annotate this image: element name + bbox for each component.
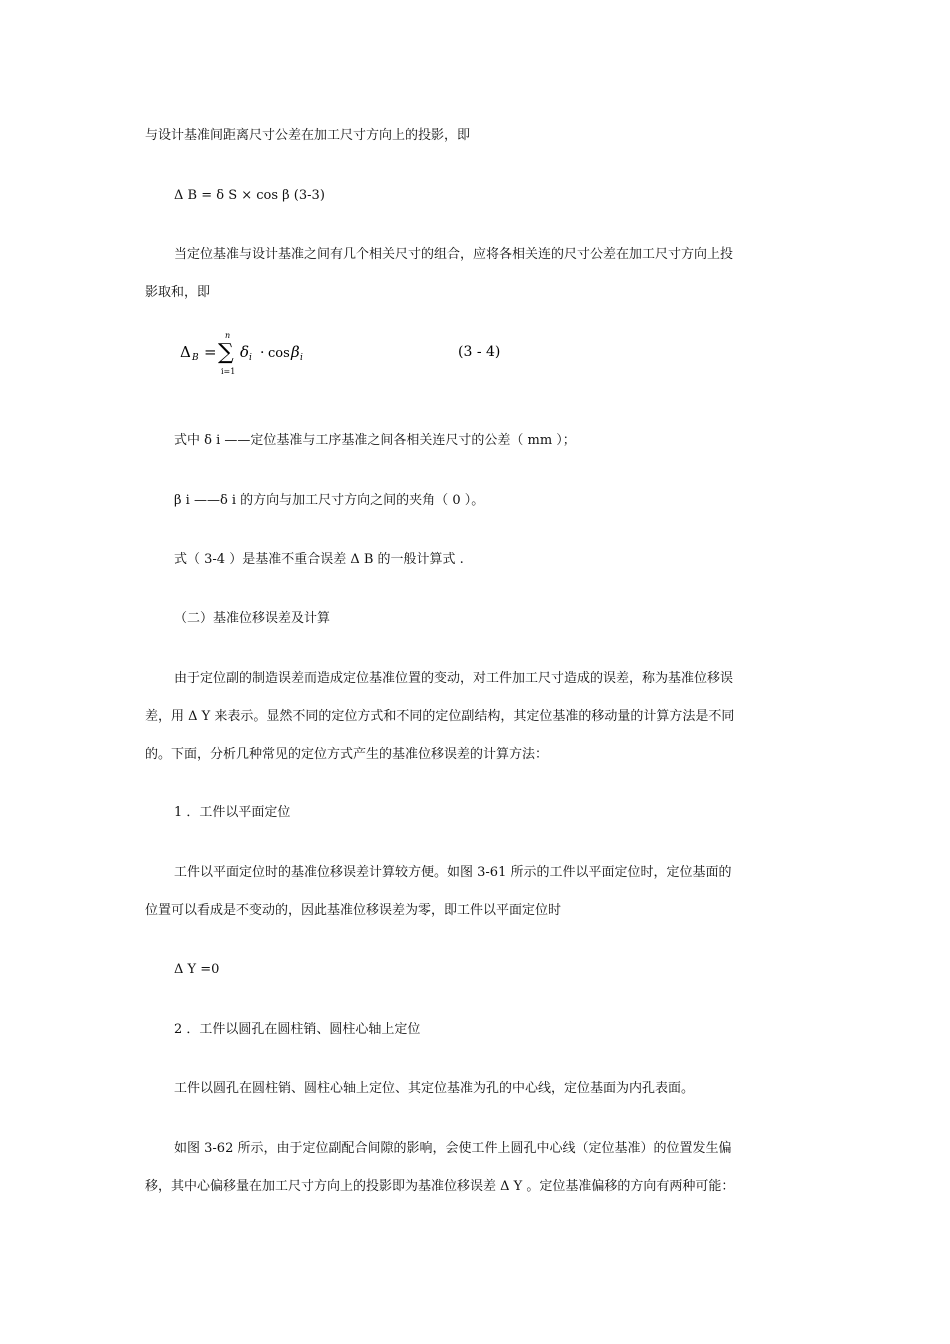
section-heading: （二）基准位移误差及计算: [174, 611, 331, 626]
formula-3-3: Δ B = δ S × cos β (3-3): [174, 188, 325, 203]
subsection-heading: 1 ．工件以平面定位: [174, 805, 291, 820]
formula-term-delta: δ: [240, 343, 250, 361]
formula-number: (3 - 4): [458, 344, 501, 360]
paragraph-line: 的。下面，分析几种常见的定位方式产生的基准位移误差的计算方法：: [145, 747, 549, 762]
paragraph-line: 式中 δ i ——定位基准与工序基准之间各相关连尺寸的公差（ mm ）；: [174, 433, 576, 448]
paragraph-line: 差，用 Δ Y 来表示。显然不同的定位方式和不同的定位副结构，其定位基准的移动量的计算方法是不同: [145, 709, 735, 724]
paragraph-line: 由于定位副的制造误差而造成定位基准位置的变动，对工件加工尺寸造成的误差，称为基准位移误: [174, 671, 734, 686]
formula-lower: i=1: [221, 367, 236, 376]
formula-3-4: [180, 330, 520, 380]
paragraph-line: β i ——δ i 的方向与加工尺寸方向之间的夹角（ 0 ）。: [174, 493, 485, 508]
paragraph-line: 位置可以看成是不变动的，因此基准位移误差为零，即工件以平面定位时: [145, 903, 562, 918]
formula-upper: n: [225, 331, 231, 340]
subsection-heading: 2 ．工件以圆孔在圆柱销、圆柱心轴上定位: [174, 1022, 421, 1037]
formula-sigma: ∑: [218, 340, 234, 365]
formula-equals: =: [204, 343, 217, 361]
paragraph-line: 与设计基准间距离尺寸公差在加工尺寸方向上的投影，即: [145, 128, 471, 143]
paragraph-line: 如图 3-62 所示，由于定位副配合间隙的影响，会使工件上圆孔中心线（定位基准）的位置发生偏: [174, 1141, 732, 1156]
formula-dot: ·: [260, 345, 265, 361]
formula-beta-i: i: [300, 353, 303, 363]
formula-sub-b: B: [192, 353, 199, 363]
formula-term-i: i: [249, 353, 252, 363]
formula-delta: Δ: [180, 343, 191, 361]
paragraph-line: 影取和，即: [145, 285, 211, 300]
paragraph-line: 移，其中心偏移量在加工尺寸方向上的投影即为基准位移误差 Δ Y 。定位基准偏移的方向有两种可能：: [145, 1179, 735, 1194]
paragraph-line: 工件以圆孔在圆柱销、圆柱心轴上定位、其定位基准为孔的中心线，定位基面为内孔表面。: [174, 1081, 695, 1096]
paragraph-line: 工件以平面定位时的基准位移误差计算较方便。如图 3-61 所示的工件以平面定位时，定位基面的: [174, 865, 732, 880]
formula-delta-y: Δ Y =0: [174, 962, 220, 977]
formula-beta: β: [291, 343, 300, 361]
formula-cos: cos: [268, 346, 290, 361]
paragraph-line: 式（ 3-4 ）是基准不重合误差 Δ B 的一般计算式 .: [174, 552, 464, 567]
paragraph-line: 当定位基准与设计基准之间有几个相关尺寸的组合，应将各相关连的尺寸公差在加工尺寸方向上投: [174, 247, 734, 262]
